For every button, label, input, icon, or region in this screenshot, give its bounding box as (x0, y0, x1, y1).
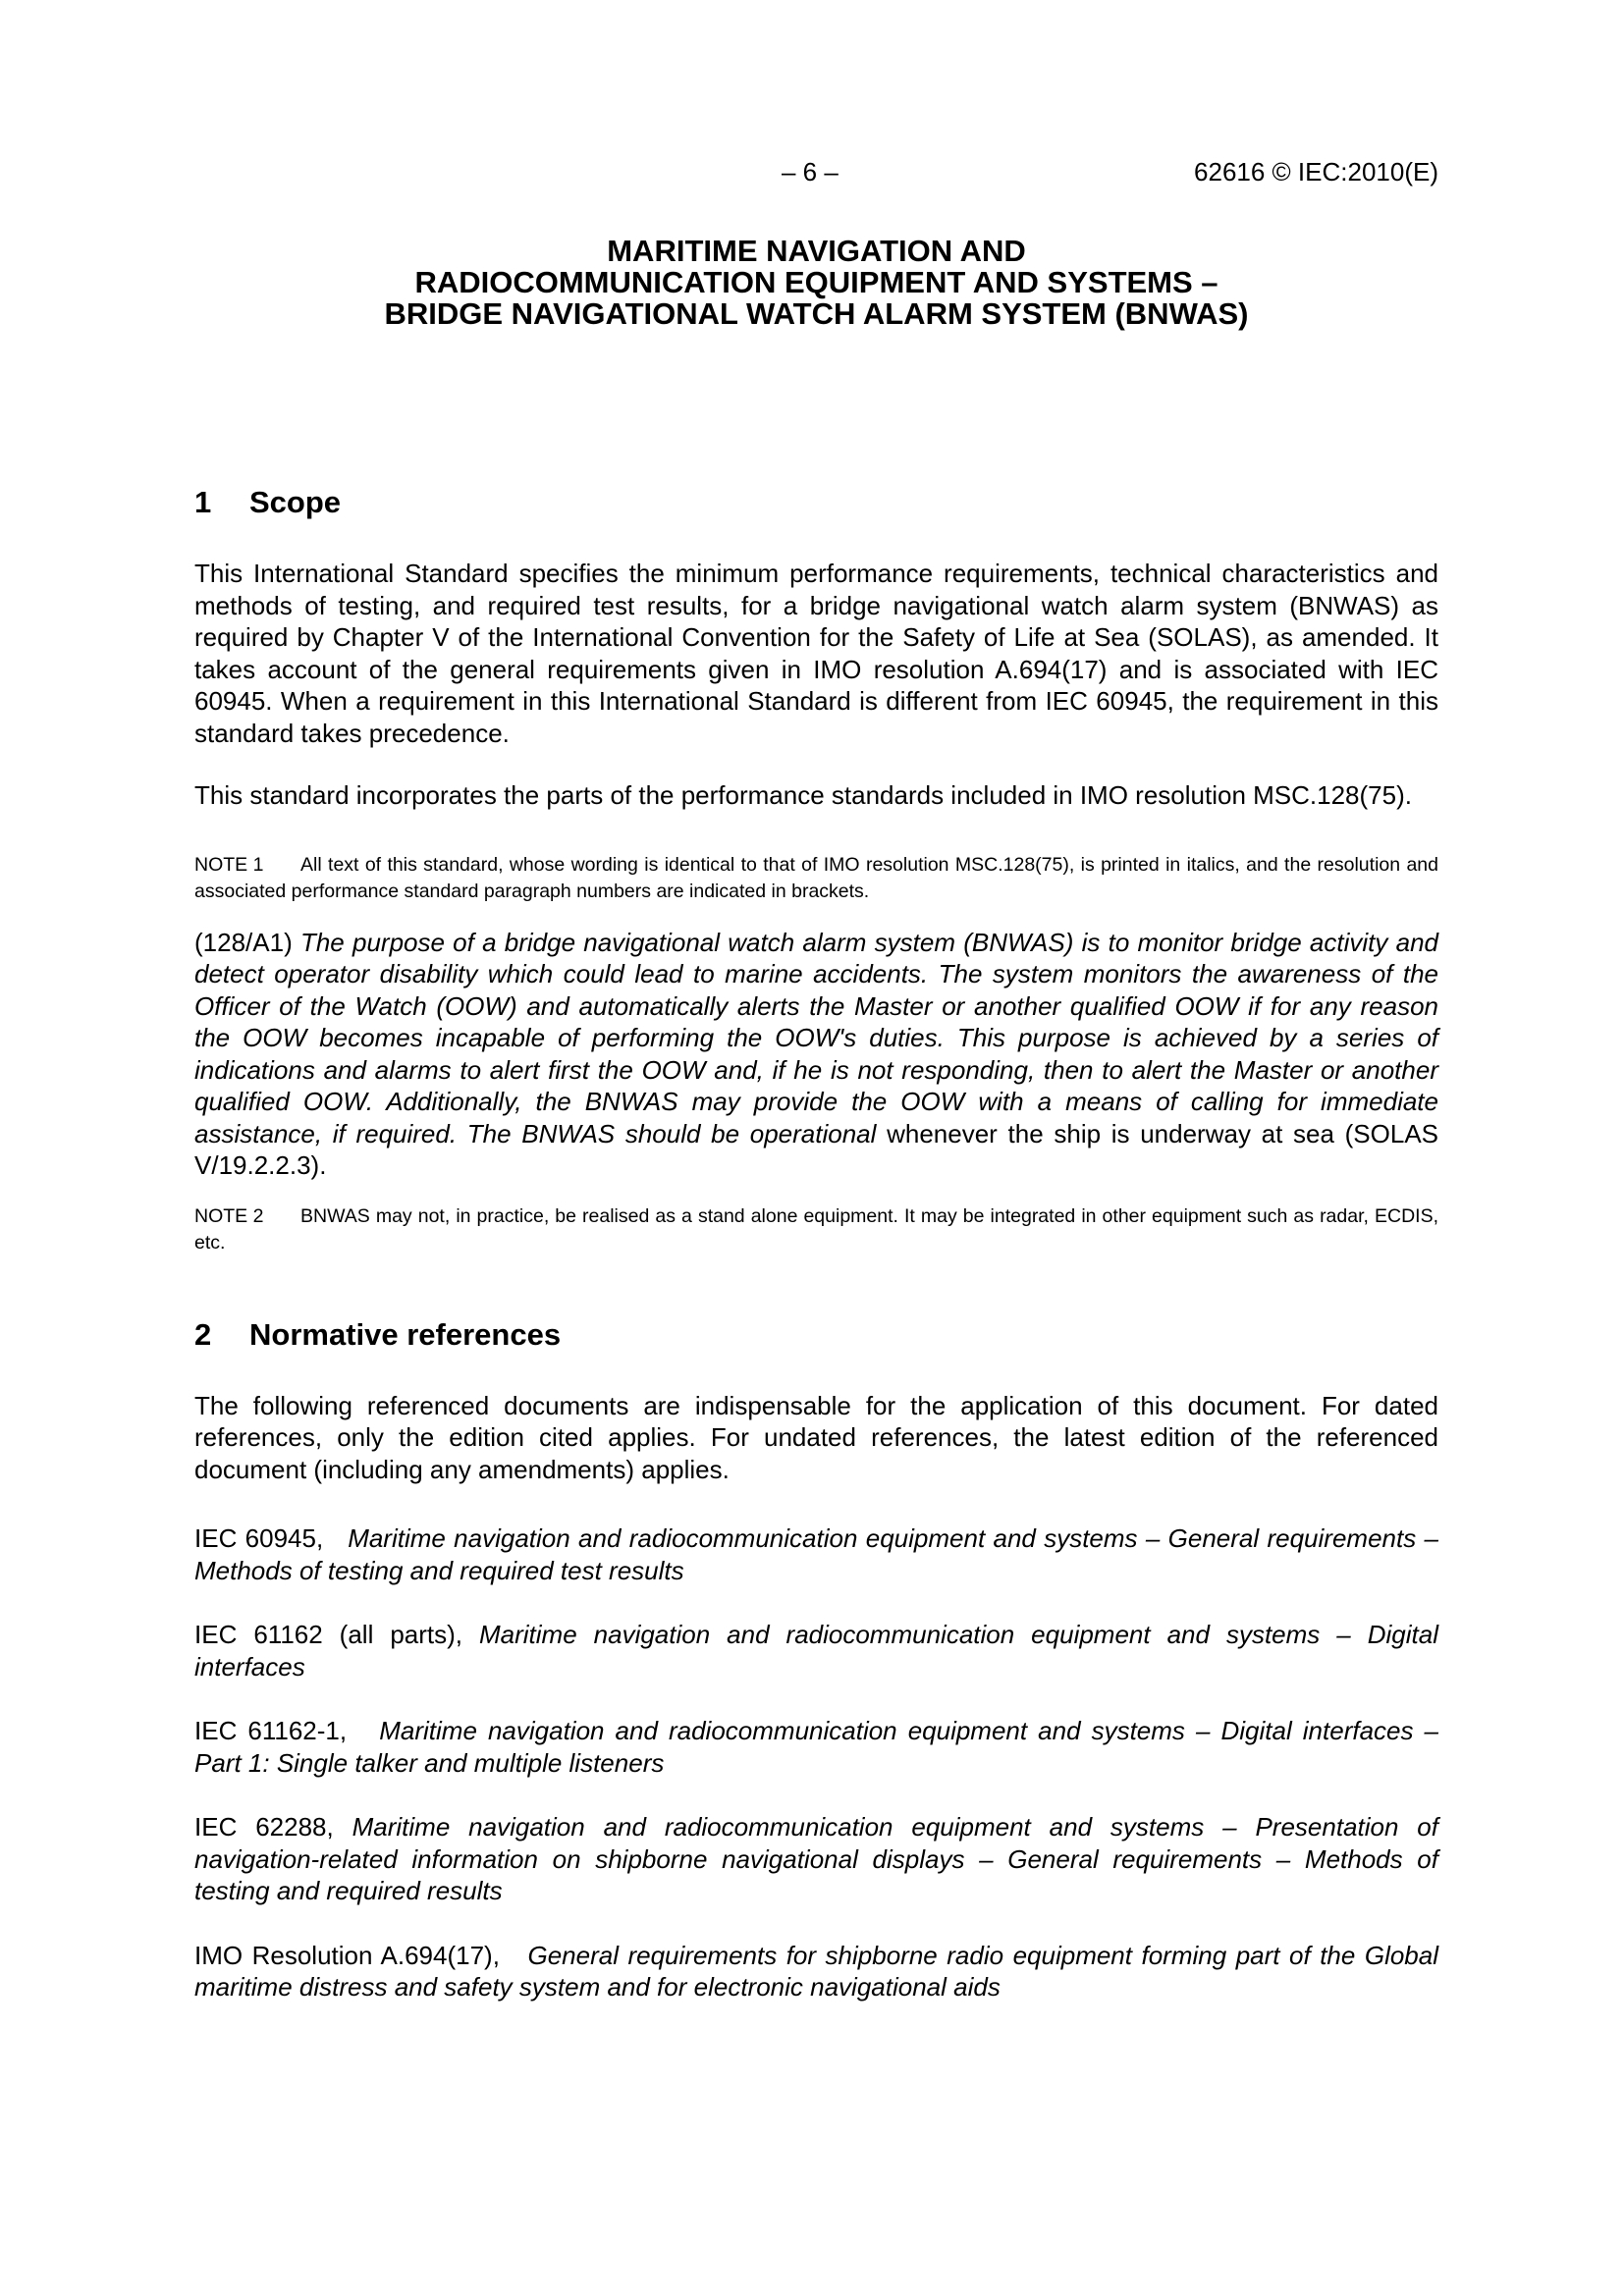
note-1 (194, 852, 1438, 905)
reference-item (194, 1522, 1438, 1586)
scope-paragraph-1: This International Standard specifies the minimum performance requirements, technical characteristics and methods of testing, and required test results, for a bridge navigational watch alarm system (BNWAS) as required by Chapter V of the International Convention for the Safety of Life at Sea (SOLAS), as amended. It takes account of the general requirements given in IMO resolution A.694(17) and is associated with IEC 60945. When a requirement in this International Standard is different from IEC 60945, the requirement in this standard takes precedence. (194, 559, 1438, 748)
title-line-1: MARITIME NAVIGATION AND (607, 234, 1026, 268)
section-title: Scope (249, 485, 342, 519)
resolution-tail-text: whenever the ship is underway at sea (SOLAS V/19.2.2.3). (194, 1118, 1438, 1180)
page-header (194, 155, 1438, 188)
section-number: 2 (194, 1316, 212, 1352)
note-label: NOTE 1 (194, 853, 264, 876)
title-line-3: BRIDGE NAVIGATIONAL WATCH ALARM SYSTEM (BNWAS) (384, 296, 1249, 331)
reference-title: General requirements for shipborne radio equipment forming part of the Global maritime distress and safety system and for electronic navigational aids (194, 1940, 1438, 2002)
reference-title: Maritime navigation and radiocommunication equipment and systems – Presentation of navigation-related information on shipborne navigational displays – General requirements – Methods of testing and required results (194, 1812, 1438, 1905)
section-heading-scope (194, 485, 1438, 520)
section-title: Normative references (249, 1316, 562, 1352)
reference-item (194, 1940, 1438, 2003)
scope-paragraph-3 (194, 927, 1438, 1182)
reference-code: IMO Resolution A.694(17), (194, 1940, 500, 1970)
scope-paragraph-2: This standard incorporates the parts of the performance standards included in IMO resolution MSC.128(75). (194, 780, 1412, 810)
document-page (194, 155, 1438, 2003)
note-text: All text of this standard, whose wording is identical to that of IMO resolution MSC.128(75), is printed in italics, and the resolution and associated performance standard paragraph numbers are indicated in brackets. (194, 853, 1438, 902)
reference-code: IEC 61162 (all parts), (194, 1620, 463, 1649)
note-text: BNWAS may not, in practice, be realised as a stand alone equipment. It may be integrated in other equipment such as radar, ECDIS, etc. (194, 1204, 1438, 1254)
reference-item (194, 1715, 1438, 1779)
document-title (194, 236, 1438, 330)
reference-item (194, 1619, 1438, 1682)
title-line-2: RADIOCOMMUNICATION EQUIPMENT AND SYSTEMS – (414, 265, 1218, 299)
reference-title: Maritime navigation and radiocommunication equipment and systems – Digital interfaces – Part 1: Single talker and multiple listeners (194, 1716, 1438, 1778)
reference-title: Maritime navigation and radiocommunication equipment and systems – Digital interfaces (194, 1620, 1438, 1682)
resolution-italic-text: The purpose of a bridge navigational watch alarm system (BNWAS) is to monitor bridge activity and detect operator disability which could lead to marine accidents. The system monitors the awareness of the Officer of the Watch (OOW) and automatically alerts the Master or another qualified OOW if for any reason the OOW becomes incapable of performing the OOW's duties. This purpose is achieved by a series of indications and alarms to alert first the OOW and, if he is not responding, then to alert the Master or another qualified OOW. Additionally, the BNWAS may provide the OOW with a means of calling for immediate assistance, if required. The BNWAS should be operational (194, 927, 1438, 1148)
resolution-ref: (128/A1) (194, 927, 293, 957)
page-number: – 6 – (782, 157, 839, 187)
reference-code: IEC 60945, (194, 1523, 324, 1553)
section-number: 1 (194, 485, 212, 519)
note-2 (194, 1203, 1438, 1256)
reference-code: IEC 61162-1, (194, 1716, 348, 1745)
section-heading-normative-references (194, 1317, 1438, 1353)
reference-item (194, 1811, 1438, 1907)
reference-code: IEC 62288, (194, 1812, 334, 1842)
document-id: 62616 © IEC:2010(E) (1194, 157, 1438, 187)
reference-title: Maritime navigation and radiocommunication equipment and systems – General requirements – Methods of testing and required test results (194, 1523, 1438, 1585)
references-intro: The following referenced documents are indispensable for the application of this document. For dated references, only the edition cited applies. For undated references, the latest edition of the referenced document (including any amendments) applies. (194, 1390, 1438, 1484)
note-label: NOTE 2 (194, 1204, 264, 1227)
